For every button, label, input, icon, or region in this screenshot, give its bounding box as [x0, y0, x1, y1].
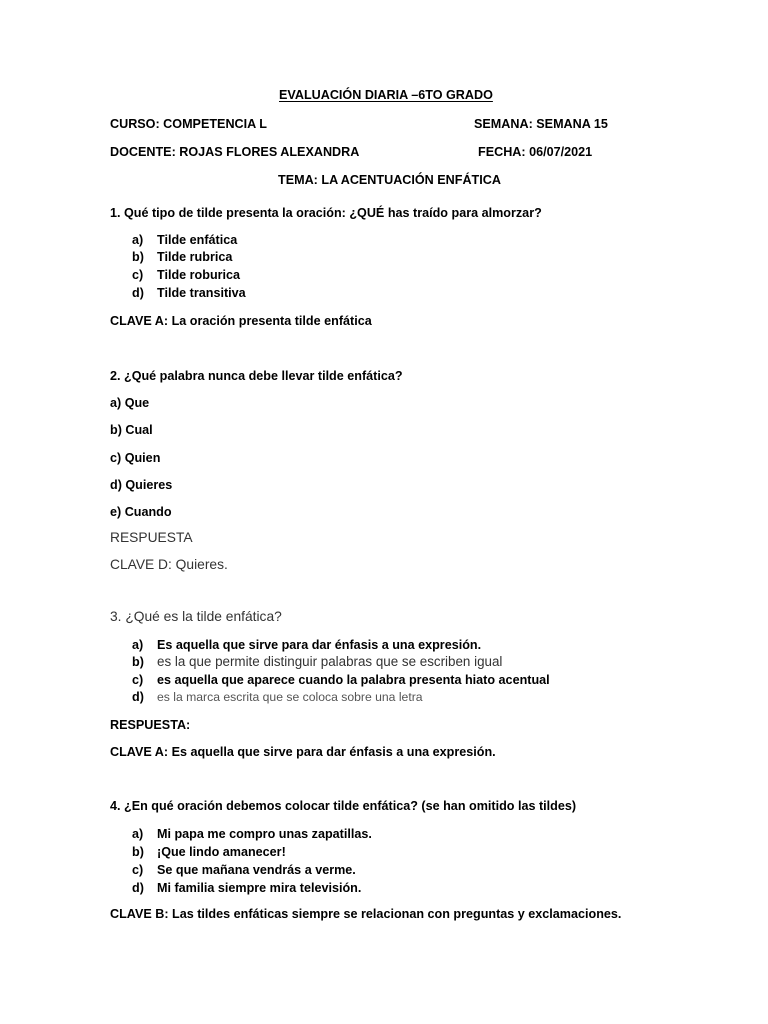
q4-option-c-text: Se que mañana vendrás a verme. [157, 863, 356, 877]
q1-option-c-text: Tilde roburica [157, 268, 241, 282]
q3-option-c-text: es aquella que aparece cuando la palabra presenta hiato acentual [157, 673, 550, 687]
q1-option-a-text: Tilde enfática [157, 233, 238, 247]
q2-option-e: e) Cuando [110, 505, 172, 519]
q4-option-d-text: Mi familia siempre mira televisión. [157, 881, 362, 895]
q4-option-c-letter: c) [132, 863, 144, 877]
question-3: 3. ¿Qué es la tilde enfática? [110, 609, 282, 624]
q4-clave: CLAVE B: Las tildes enfáticas siempre se relacionan con preguntas y exclamaciones. [110, 907, 622, 921]
q1-option-d-letter: d) [132, 286, 144, 300]
q2-option-a: a) Que [110, 396, 150, 410]
q2-respuesta-label: RESPUESTA [110, 530, 193, 545]
question-2: 2. ¿Qué palabra nunca debe llevar tilde enfática? [110, 369, 403, 383]
question-1: 1. Qué tipo de tilde presenta la oración: ¿QUÉ has traído para almorzar? [110, 206, 542, 220]
q3-respuesta-label: RESPUESTA: [110, 718, 191, 732]
q2-clave: CLAVE D: Quieres. [110, 557, 228, 572]
q4-option-b-letter: b) [132, 845, 144, 859]
q4-option-b-text: ¡Que lindo amanecer! [157, 845, 286, 859]
q3-option-b-letter: b) [132, 655, 144, 669]
docente-field: DOCENTE: ROJAS FLORES ALEXANDRA [110, 145, 360, 159]
q2-option-b: b) Cual [110, 423, 153, 437]
q1-option-b-text: Tilde rubrica [157, 250, 233, 264]
fecha-field: FECHA: 06/07/2021 [478, 145, 593, 159]
semana-field: SEMANA: SEMANA 15 [474, 117, 608, 131]
q1-option-d-text: Tilde transitiva [157, 286, 246, 300]
question-4: 4. ¿En qué oración debemos colocar tilde enfática? (se han omitido las tildes) [110, 799, 577, 813]
q3-option-c-letter: c) [132, 673, 144, 687]
q2-option-d: d) Quieres [110, 478, 173, 492]
document-title: EVALUACIÓN DIARIA –6TO GRADO [279, 88, 493, 102]
q4-option-d-letter: d) [132, 881, 144, 895]
q3-clave: CLAVE A: Es aquella que sirve para dar énfasis a una expresión. [110, 745, 496, 759]
q2-option-c: c) Quien [110, 451, 161, 465]
q4-option-a-text: Mi papa me compro unas zapatillas. [157, 827, 372, 841]
q1-option-a-letter: a) [132, 233, 144, 247]
q1-option-b-letter: b) [132, 250, 144, 264]
q3-option-a-text: Es aquella que sirve para dar énfasis a una expresión. [157, 638, 482, 652]
q3-option-d-letter: d) [132, 690, 144, 704]
q4-option-a-letter: a) [132, 827, 144, 841]
q1-option-c-letter: c) [132, 268, 144, 282]
q3-option-a-letter: a) [132, 638, 144, 652]
curso-field: CURSO: COMPETENCIA L [110, 117, 267, 131]
q1-clave: CLAVE A: La oración presenta tilde enfática [110, 314, 372, 328]
q3-option-d-text: es la marca escrita que se coloca sobre una letra [157, 690, 423, 704]
tema-heading: TEMA: LA ACENTUACIÓN ENFÁTICA [278, 173, 501, 187]
q3-option-b-text: es la que permite distinguir palabras que se escriben igual [157, 654, 503, 669]
